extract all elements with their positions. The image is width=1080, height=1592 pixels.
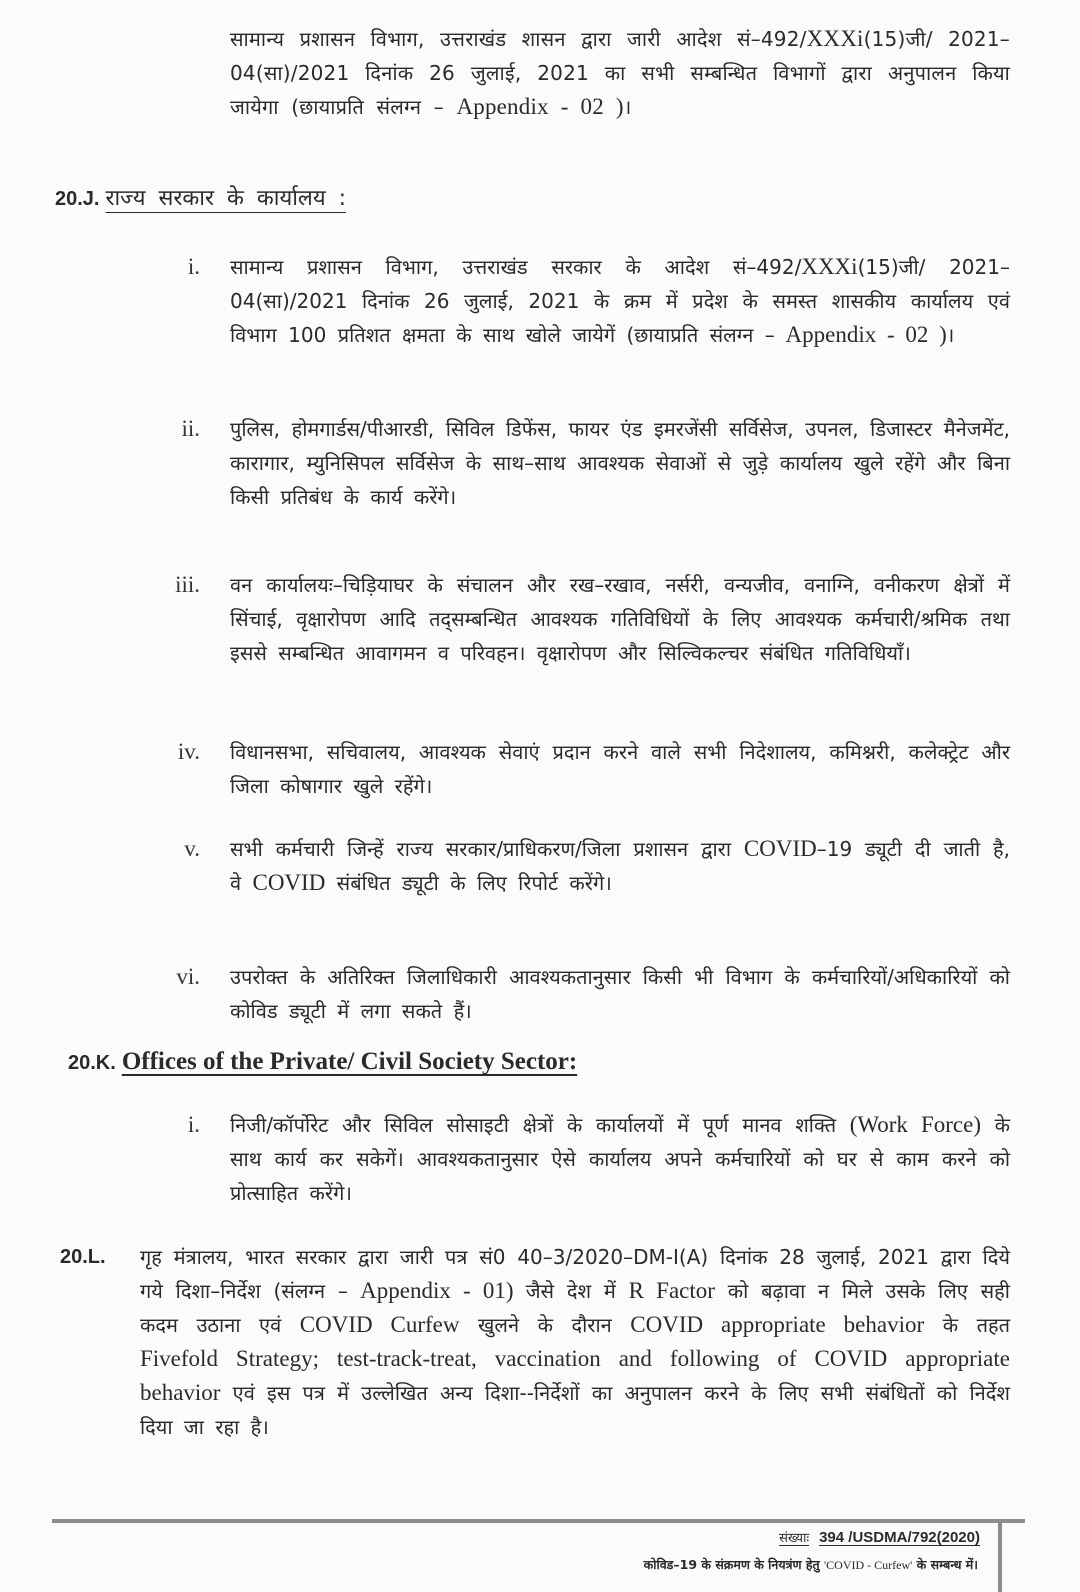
inline-hindi-text: विधानसभा, सचिवालय, आवश्यक सेवाएं प्रदान करने वाले सभी निदेशालय, कमिश्नरी, कलेक्ट्रेट और जिला कोषागार खुले रहेंगे। xyxy=(230,740,1010,798)
list-marker: i. xyxy=(187,1112,200,1137)
section-j-heading xyxy=(55,182,346,212)
footer-divider xyxy=(52,1519,1025,1523)
section-j-item xyxy=(130,412,1010,514)
list-item-text xyxy=(230,250,1010,352)
intro-end: । xyxy=(623,95,632,119)
inline-hindi-text: –19 ड्यूटी दी जाती है, वे xyxy=(230,837,1011,895)
inline-english-text: COVID xyxy=(252,870,326,895)
section-k-item xyxy=(130,1108,1010,1210)
inline-english-text: Appendix - 02 ) xyxy=(774,322,947,347)
list-marker: iii. xyxy=(175,572,200,597)
footer-reference-number: 394 /USDMA/792(2020) xyxy=(819,1529,980,1546)
list-marker: i. xyxy=(187,254,200,279)
inline-hindi-text: सभी कर्मचारी जिन्हें राज्य सरकार/प्राधिकरण/जिला प्रशासन द्वारा xyxy=(230,837,744,861)
list-item-text xyxy=(230,1108,1010,1210)
list-marker: ii. xyxy=(181,416,200,441)
inline-english-text: COVID xyxy=(743,836,817,861)
inline-hindi-text: जैसे देश में xyxy=(525,1279,629,1303)
inline-hindi-text: के साथ कार्य कर सकेगें। आवश्यकतानुसार ऐसे कार्यालय अपने कर्मचारियों को घर से काम करने को प्रोत्साहित करेंगे। xyxy=(230,1113,1010,1205)
intro-text-en: XXXi xyxy=(806,26,864,51)
section-l-body xyxy=(140,1240,1010,1444)
inline-hindi-text: (15)जी/ 2021–04(सा)/2021 दिनांक 26 जुलाई, 2021 के क्रम में प्रदेश के समस्त शासकीय कार्यालय एवं विभाग 100 प्रतिशत क्षमता के साथ खोले जायेगें (छायाप्रति संलग्न – xyxy=(230,255,1010,347)
inline-english-text: COVID Curfew xyxy=(299,1312,460,1337)
section-j-item xyxy=(130,250,1010,352)
footer-subject-text: के सम्बन्ध में। xyxy=(912,1557,978,1572)
inline-hindi-text: वन कार्यालयः–चिड़ियाघर के संचालन और रख–रखाव, नर्सरी, वन्यजीव, वनाग्नि, वनीकरण क्षेत्रों में सिंचाई, वृक्षारोपण आदि तद्सम्बन्धित आवश्यक गतिविधियों के लिए आवश्यक कर्मचारी/श्रमिक तथा इससे सम्बन्धित आवागमन व परिवहन। वृक्षारोपण और सिल्विकल्चर संबंधित गतिविधियाँ। xyxy=(230,573,1010,665)
inline-english-text: Appendix - 01) xyxy=(347,1278,526,1303)
inline-hindi-text: उपरोक्त के अतिरिक्त जिलाधिकारी आवश्यकतानुसार किसी भी विभाग के कर्मचारियों/अधिकारियों को कोविड ड्यूटी में लगा सकते हैं। xyxy=(230,965,1010,1023)
list-item-text xyxy=(230,412,1010,514)
section-k-title: Offices of the Private/ Civil Society Sector: xyxy=(121,1048,578,1075)
inline-hindi-text: संबंधित ड्यूटी के लिए रिपोर्ट करेंगे। xyxy=(325,871,612,895)
inline-hindi-text: खुलने के दौरान xyxy=(459,1313,631,1337)
inline-english-text: R Factor xyxy=(628,1278,715,1303)
section-j-title: राज्य सरकार के कार्यालय : xyxy=(105,186,346,211)
intro-text: (15)जी/ 2021–04(सा)/2021 दिनांक 26 जुलाई, 2021 का सभी सम्बन्धित विभागों द्वारा अनुपालन किया जायेगा (छायाप्रति संलग्न – xyxy=(230,27,1010,119)
inline-hindi-text: निजी/कॉर्पोरेट और सिविल सोसाइटी क्षेत्रों के कार्यालयों में पूर्ण मानव शक्ति xyxy=(230,1113,850,1137)
section-j-item xyxy=(130,735,1010,803)
footer-reference xyxy=(779,1528,980,1546)
list-item-text xyxy=(230,832,1010,900)
list-marker: v. xyxy=(184,836,200,861)
inline-hindi-text: को बढ़ावा न मिले उसके लिए सही कदम उठाना एवं xyxy=(140,1279,1010,1337)
list-item-text xyxy=(230,960,1010,1028)
inline-hindi-text: । xyxy=(946,323,955,347)
inline-english-text: COVID appropriate behavior xyxy=(630,1312,925,1337)
footer-vertical-divider xyxy=(998,1519,1002,1592)
footer-reference-label: संख्याः xyxy=(779,1531,810,1546)
section-j-item xyxy=(130,960,1010,1028)
inline-english-text: Fivefold Strategy; test-track-treat, vaccination and following of COVID appropriate behavior xyxy=(140,1346,1010,1405)
intro-text: सामान्य प्रशासन विभाग, उत्तराखंड शासन द्वारा जारी आदेश सं–492/ xyxy=(230,27,807,51)
list-marker: iv. xyxy=(177,739,200,764)
inline-hindi-text: एवं इस पत्र में उल्लेखित अन्य दिशा--निर्देशों का अनुपालन करने के लिए सभी संबंधितों को निर्देश दिया जा रहा है। xyxy=(140,1381,1010,1439)
intro-paragraph xyxy=(230,22,1010,124)
section-j-item xyxy=(130,832,1010,900)
section-l xyxy=(60,1240,1010,1444)
section-k-number: 20.K. xyxy=(68,1052,116,1074)
section-k-heading xyxy=(68,1048,577,1076)
inline-hindi-text: के तहत xyxy=(924,1313,1011,1337)
list-item-text xyxy=(230,568,1010,670)
footer-subject-text: कोविड–19 के संक्रमण के नियत्रंण हेतु xyxy=(643,1557,825,1572)
list-marker: vi. xyxy=(176,964,200,989)
inline-english-text: XXXi xyxy=(801,254,858,279)
inline-hindi-text: सामान्य प्रशासन विभाग, उत्तराखंड सरकार के आदेश सं–492/ xyxy=(230,255,802,279)
section-l-number: 20.L. xyxy=(60,1246,106,1268)
section-j-item xyxy=(130,568,1010,670)
section-j-number: 20.J. xyxy=(55,188,100,210)
footer-subject-quoted: 'COVID - Curfew' xyxy=(824,1558,913,1572)
footer-subject xyxy=(644,1556,978,1573)
inline-hindi-text: पुलिस, होमगार्डस/पीआरडी, सिविल डिफेंस, फायर एंड इमरजेंसी सर्विसेज, उपनल, डिजास्टर मैनेजमेंट, कारागार, म्युनिसिपल सर्विसेज के साथ–साथ आवश्यक सेवाओं से जुड़े कार्यालय खुले रहेंगे और बिना किसी प्रतिबंध के कार्य करेंगे। xyxy=(230,417,1010,509)
inline-hindi-text: गृह मंत्रालय, भारत सरकार द्वारा जारी पत्र सं0 40–3/2020–DM-I(A) दिनांक 28 जुलाई, 2021 द्वारा दिये गये दिशा–निर्देश (संलग्न – xyxy=(140,1245,1010,1303)
list-item-text xyxy=(230,735,1010,803)
inline-english-text: (Work Force) xyxy=(849,1112,981,1137)
intro-appendix-ref: Appendix - 02 ) xyxy=(456,94,624,119)
